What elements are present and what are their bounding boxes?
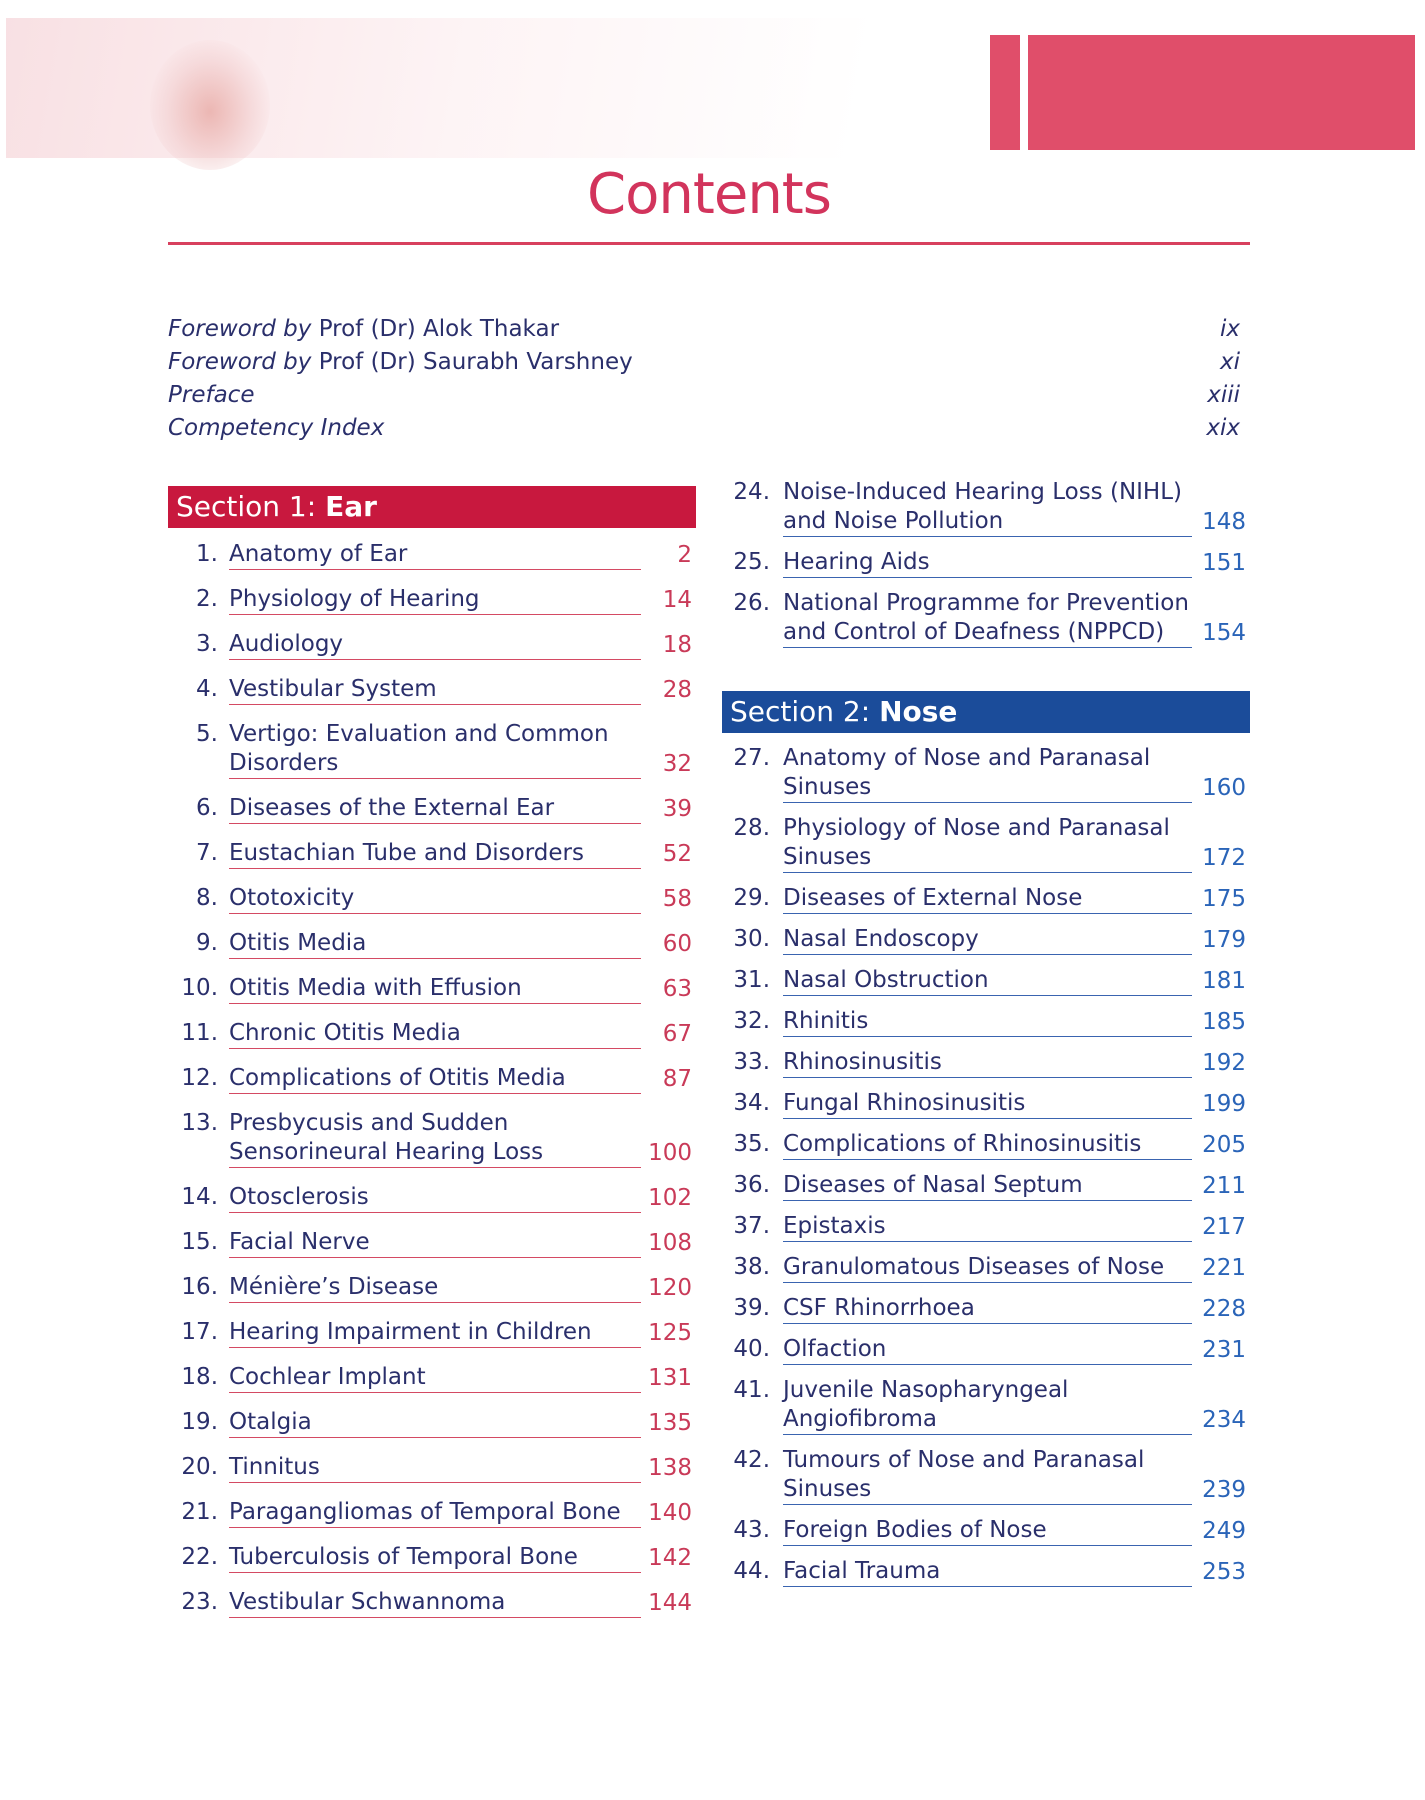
chapter-number: 38. — [733, 1254, 770, 1280]
chapter-number: 8. — [196, 885, 218, 911]
page-number: 102 — [648, 1185, 692, 1211]
section-name: Nose — [879, 695, 958, 728]
page-number: 18 — [662, 632, 692, 658]
chapter-title-line: Audiology — [229, 631, 344, 657]
chapter-title — [229, 974, 641, 1004]
chapter-number: 31. — [733, 967, 770, 993]
page-number: 58 — [662, 886, 692, 912]
page-number: 138 — [648, 1455, 692, 1481]
chapter-title — [229, 929, 641, 959]
chapter-number: 39. — [733, 1295, 770, 1321]
toc-entry[interactable] — [722, 966, 1250, 996]
prelim-label: Competency Index — [168, 414, 385, 441]
prelim-title — [168, 349, 633, 375]
chapter-title-line: Olfaction — [783, 1336, 887, 1362]
page-number: 199 — [1202, 1091, 1246, 1117]
page-number: 217 — [1202, 1214, 1246, 1240]
chapter-title — [229, 1183, 641, 1213]
toc-entry[interactable] — [168, 1363, 696, 1393]
toc-entry[interactable] — [168, 540, 696, 570]
toc-entry[interactable] — [168, 1408, 696, 1438]
toc-entry[interactable] — [722, 478, 1250, 537]
chapter-title — [783, 1171, 1192, 1201]
toc-entry[interactable] — [722, 589, 1250, 648]
chapter-number: 34. — [733, 1090, 770, 1116]
toc-entry[interactable] — [168, 1453, 696, 1483]
chapter-title-line: Tumours of Nose and Paranasal — [783, 1447, 1145, 1473]
page-number: 87 — [662, 1066, 692, 1092]
page-number: 234 — [1202, 1407, 1246, 1433]
prelim-author: Prof (Dr) Alok Thakar — [318, 315, 560, 342]
prelim-entry[interactable] — [168, 345, 1240, 378]
chapter-number: 6. — [196, 795, 218, 821]
chapter-title — [783, 1089, 1192, 1119]
chapter-title — [783, 1007, 1192, 1037]
page-number: 67 — [662, 1021, 692, 1047]
chapter-title — [783, 1130, 1192, 1160]
toc-entry[interactable] — [168, 974, 696, 1004]
chapter-title — [229, 720, 641, 779]
page-number: 32 — [662, 751, 692, 777]
toc-entry[interactable] — [722, 884, 1250, 914]
page-number: 2 — [677, 542, 692, 568]
chapter-title-line: Nasal Endoscopy — [783, 926, 979, 952]
chapter-title-line: Anatomy of Nose and Paranasal — [783, 745, 1151, 771]
chapter-title — [783, 1446, 1192, 1505]
page-number: 151 — [1202, 550, 1246, 576]
toc-entry[interactable] — [722, 1294, 1250, 1324]
chapter-title-line: Eustachian Tube and Disorders — [229, 840, 584, 866]
toc-entry[interactable] — [168, 1498, 696, 1528]
chapter-number: 21. — [181, 1499, 218, 1525]
toc-entry[interactable] — [722, 1446, 1250, 1505]
chapter-number: 25. — [733, 549, 770, 575]
chapter-title-line: Chronic Otitis Media — [229, 1020, 461, 1046]
chapter-title — [229, 1498, 641, 1528]
page-number: 108 — [648, 1230, 692, 1256]
chapter-title-line: Tuberculosis of Temporal Bone — [229, 1544, 578, 1570]
chapter-title — [229, 1228, 641, 1258]
chapter-number: 23. — [181, 1589, 218, 1615]
toc-entry[interactable] — [722, 814, 1250, 873]
page-number: 63 — [662, 976, 692, 1002]
chapter-title-line: Diseases of External Nose — [783, 885, 1083, 911]
chapter-title-line: Complications of Otitis Media — [229, 1065, 566, 1091]
chapter-number: 16. — [181, 1274, 218, 1300]
page-number: 185 — [1202, 1009, 1246, 1035]
prelim-page: xiii — [1207, 381, 1240, 408]
chapter-number: 10. — [181, 975, 218, 1001]
chapter-number: 26. — [733, 590, 770, 616]
toc-entry[interactable] — [722, 1335, 1250, 1365]
page-number: 120 — [648, 1275, 692, 1301]
toc-entry[interactable] — [168, 839, 696, 869]
chapter-number: 42. — [733, 1447, 770, 1473]
chapter-title-line: Facial Trauma — [783, 1558, 941, 1584]
chapter-title-line: Noise-Induced Hearing Loss (NIHL) — [783, 479, 1183, 505]
chapter-number: 13. — [181, 1110, 218, 1136]
chapter-title — [229, 839, 641, 869]
toc-entry[interactable] — [722, 744, 1250, 803]
page-number: 221 — [1202, 1255, 1246, 1281]
chapter-title — [229, 1408, 641, 1438]
accent-bar-small — [990, 35, 1020, 150]
chapter-title — [229, 1453, 641, 1483]
chapter-title-line: Vestibular System — [229, 676, 437, 702]
prelim-entry[interactable] — [168, 378, 1240, 411]
page-number: 231 — [1202, 1337, 1246, 1363]
chapter-title — [783, 1516, 1192, 1546]
section-header-ear — [168, 486, 696, 528]
chapter-number: 33. — [733, 1049, 770, 1075]
page-number: 140 — [648, 1500, 692, 1526]
chapter-title — [783, 1376, 1192, 1435]
chapter-number: 20. — [181, 1454, 218, 1480]
page-number: 160 — [1202, 775, 1246, 801]
page-number: 239 — [1202, 1477, 1246, 1503]
page-number: 60 — [662, 931, 692, 957]
toc-column-right — [722, 478, 1250, 1587]
chapter-title-line: Disorders — [229, 750, 339, 776]
toc-entry[interactable] — [722, 1007, 1250, 1037]
section-prefix: Section 2: — [730, 695, 880, 728]
chapter-title-line: Hearing Aids — [783, 549, 930, 575]
toc-entry[interactable] — [722, 548, 1250, 578]
chapter-number: 9. — [196, 930, 218, 956]
chapter-title — [229, 540, 641, 570]
toc-entry[interactable] — [168, 1109, 696, 1168]
chapter-number: 14. — [181, 1184, 218, 1210]
chapter-title — [229, 675, 641, 705]
toc-entry[interactable] — [722, 925, 1250, 955]
chapter-title-line: Granulomatous Diseases of Nose — [783, 1254, 1165, 1280]
toc-entry[interactable] — [722, 1089, 1250, 1119]
chapter-title-line: Ménière’s Disease — [229, 1274, 439, 1300]
chapter-title-line: Sinuses — [783, 844, 872, 870]
toc-entry[interactable] — [168, 794, 696, 824]
chapter-number: 15. — [181, 1229, 218, 1255]
toc-entry[interactable] — [168, 884, 696, 914]
chapter-title — [229, 1543, 641, 1573]
toc-entry[interactable] — [722, 1557, 1250, 1587]
chapter-title — [229, 1273, 641, 1303]
toc-entry[interactable] — [168, 675, 696, 705]
chapter-number: 30. — [733, 926, 770, 952]
chapter-title — [229, 585, 641, 615]
chapter-title-line: Presbycusis and Sudden — [229, 1110, 509, 1136]
chapter-title — [783, 1557, 1192, 1587]
chapter-title-line: and Noise Pollution — [783, 508, 1004, 534]
prelim-entry[interactable] — [168, 411, 1240, 444]
chapter-title-line: Vestibular Schwannoma — [229, 1589, 506, 1615]
prelim-label: Preface — [168, 381, 255, 408]
chapter-title-line: and Control of Deafness (NPPCD) — [783, 619, 1165, 645]
chapter-title — [229, 884, 641, 914]
chapter-title-line: Ototoxicity — [229, 885, 355, 911]
chapter-title — [783, 1048, 1192, 1078]
chapter-title — [783, 1253, 1192, 1283]
chapter-number: 22. — [181, 1544, 218, 1570]
page-number: 172 — [1202, 845, 1246, 871]
page-number: 131 — [648, 1365, 692, 1391]
page-number: 125 — [648, 1320, 692, 1346]
chapter-title-line: Sinuses — [783, 1476, 872, 1502]
page-number: 228 — [1202, 1296, 1246, 1322]
chapter-number: 44. — [733, 1558, 770, 1584]
toc-entry[interactable] — [722, 1376, 1250, 1435]
toc-entry[interactable] — [722, 1253, 1250, 1283]
chapter-title-line: Foreign Bodies of Nose — [783, 1517, 1047, 1543]
chapter-title-line: Diseases of Nasal Septum — [783, 1172, 1083, 1198]
page-number: 52 — [662, 841, 692, 867]
chapter-title — [229, 1109, 641, 1168]
toc-entry[interactable] — [168, 585, 696, 615]
chapter-title — [783, 1212, 1192, 1242]
section-gap — [722, 648, 1250, 744]
prelim-title — [168, 415, 384, 441]
toc-entry[interactable] — [722, 1171, 1250, 1201]
chapter-title-line: Angiofibroma — [783, 1406, 937, 1432]
toc-entry[interactable] — [168, 1318, 696, 1348]
page-number: 205 — [1202, 1132, 1246, 1158]
chapter-number: 11. — [181, 1020, 218, 1046]
chapter-number: 2. — [196, 586, 218, 612]
page-number: 39 — [662, 796, 692, 822]
toc-entry[interactable] — [722, 1212, 1250, 1242]
toc-entry[interactable] — [722, 1516, 1250, 1546]
chapter-title-line: Otitis Media — [229, 930, 367, 956]
page-number: 14 — [662, 587, 692, 613]
chapter-title-line: Physiology of Nose and Paranasal — [783, 815, 1170, 841]
chapter-title-line: Juvenile Nasopharyngeal — [783, 1377, 1069, 1403]
toc-entry[interactable] — [168, 1064, 696, 1094]
prelim-title — [168, 382, 254, 408]
prelim-label: Foreword by — [168, 315, 312, 342]
chapter-title — [783, 966, 1192, 996]
chapter-title-line: Otitis Media with Effusion — [229, 975, 522, 1001]
chapter-title-line: Sensorineural Hearing Loss — [229, 1139, 544, 1165]
chapter-title-line: Epistaxis — [783, 1213, 886, 1239]
page-number: 253 — [1202, 1559, 1246, 1585]
chapter-title — [783, 814, 1192, 873]
chapter-title — [783, 548, 1192, 578]
chapter-number: 3. — [196, 631, 218, 657]
prelim-author: Prof (Dr) Saurabh Varshney — [318, 348, 633, 375]
chapter-title — [783, 925, 1192, 955]
chapter-title — [783, 1335, 1192, 1365]
page-number: 192 — [1202, 1050, 1246, 1076]
prelim-page: xix — [1206, 414, 1240, 441]
chapter-title-line: Paragangliomas of Temporal Bone — [229, 1499, 621, 1525]
chapter-title-line: Tinnitus — [229, 1454, 320, 1480]
chapter-title-line: National Programme for Prevention — [783, 590, 1189, 616]
toc-entry[interactable] — [168, 630, 696, 660]
chapter-number: 29. — [733, 885, 770, 911]
chapter-title-line: Rhinitis — [783, 1008, 869, 1034]
chapter-number: 18. — [181, 1364, 218, 1390]
toc-entry[interactable] — [168, 1588, 696, 1618]
chapter-title-line: Fungal Rhinosinusitis — [783, 1090, 1026, 1116]
page-number: 175 — [1202, 886, 1246, 912]
page-number: 154 — [1202, 620, 1246, 646]
page-number: 181 — [1202, 968, 1246, 994]
prelim-page: ix — [1219, 315, 1240, 342]
toc-entry[interactable] — [168, 1273, 696, 1303]
chapter-number: 1. — [196, 541, 218, 567]
page-number: 28 — [662, 677, 692, 703]
chapter-number: 32. — [733, 1008, 770, 1034]
chapter-number: 36. — [733, 1172, 770, 1198]
toc-entry[interactable] — [168, 929, 696, 959]
anatomy-illustration — [150, 40, 270, 170]
chapter-number: 27. — [733, 745, 770, 771]
page-title: Contents — [587, 162, 831, 227]
chapter-title — [783, 884, 1192, 914]
chapter-title — [229, 794, 641, 824]
chapter-title — [229, 1588, 641, 1618]
prelim-label: Foreword by — [168, 348, 312, 375]
toc-entry[interactable] — [168, 1019, 696, 1049]
page-number: 142 — [648, 1545, 692, 1571]
page-number: 249 — [1202, 1518, 1246, 1544]
prelim-title — [168, 316, 559, 342]
title-rule — [168, 160, 1250, 245]
chapter-title-line: Rhinosinusitis — [783, 1049, 942, 1075]
chapter-title-line: Cochlear Implant — [229, 1364, 426, 1390]
prelims-list — [168, 312, 1240, 444]
page-number: 135 — [648, 1410, 692, 1436]
section-name: Ear — [325, 490, 377, 523]
toc-entry[interactable] — [168, 1183, 696, 1213]
toc-entry[interactable] — [168, 720, 696, 779]
chapter-number: 41. — [733, 1377, 770, 1403]
chapter-title — [229, 1064, 641, 1094]
toc-entry[interactable] — [722, 1130, 1250, 1160]
chapter-number: 4. — [196, 676, 218, 702]
chapter-title-line: Otalgia — [229, 1409, 312, 1435]
chapter-number: 28. — [733, 815, 770, 841]
chapter-number: 37. — [733, 1213, 770, 1239]
page-number: 211 — [1202, 1173, 1246, 1199]
chapter-number: 24. — [733, 479, 770, 505]
toc-entry[interactable] — [168, 1228, 696, 1258]
chapter-title-line: Facial Nerve — [229, 1229, 370, 1255]
chapter-title — [229, 1019, 641, 1049]
chapter-title-line: Otosclerosis — [229, 1184, 369, 1210]
toc-column-left — [168, 540, 696, 1618]
chapter-number: 40. — [733, 1336, 770, 1362]
chapter-number: 43. — [733, 1517, 770, 1543]
chapter-number: 5. — [196, 721, 218, 747]
section-prefix: Section 1: — [176, 490, 326, 523]
chapter-title — [229, 1363, 641, 1393]
chapter-title-line: Physiology of Hearing — [229, 586, 480, 612]
chapter-title — [229, 630, 641, 660]
page-number: 148 — [1202, 509, 1246, 535]
page-number: 144 — [648, 1590, 692, 1616]
chapter-title-line: Anatomy of Ear — [229, 541, 408, 567]
prelim-page: xi — [1219, 348, 1240, 375]
chapter-number: 19. — [181, 1409, 218, 1435]
chapter-title — [783, 589, 1192, 648]
chapter-title-line: Diseases of the External Ear — [229, 795, 555, 821]
chapter-number: 35. — [733, 1131, 770, 1157]
chapter-title-line: Complications of Rhinosinusitis — [783, 1131, 1142, 1157]
chapter-title-line: CSF Rhinorrhoea — [783, 1295, 975, 1321]
chapter-title-line: Sinuses — [783, 774, 872, 800]
chapter-title — [783, 744, 1192, 803]
chapter-title-line: Hearing Impairment in Children — [229, 1319, 592, 1345]
chapter-title — [229, 1318, 641, 1348]
toc-entry[interactable] — [722, 1048, 1250, 1078]
chapter-number: 12. — [181, 1065, 218, 1091]
toc-entry[interactable] — [168, 1543, 696, 1573]
chapter-title — [783, 1294, 1192, 1324]
page-number: 100 — [648, 1140, 692, 1166]
chapter-title-line: Nasal Obstruction — [783, 967, 989, 993]
chapter-title — [783, 478, 1192, 537]
page-number: 179 — [1202, 927, 1246, 953]
prelim-entry[interactable] — [168, 312, 1240, 345]
chapter-number: 7. — [196, 840, 218, 866]
chapter-title-line: Vertigo: Evaluation and Common — [229, 721, 609, 747]
chapter-number: 17. — [181, 1319, 218, 1345]
accent-bar-large — [1028, 35, 1415, 150]
